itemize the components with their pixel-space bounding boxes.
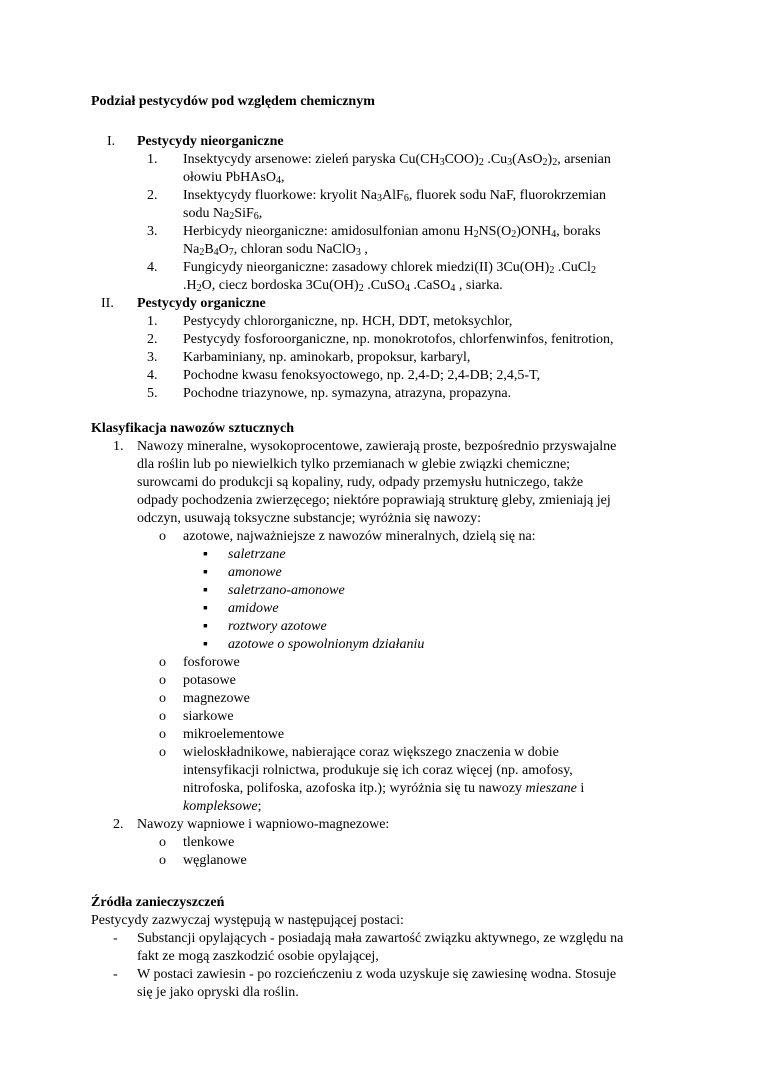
item-number: 4. <box>147 368 158 383</box>
sub-list-item <box>91 726 676 744</box>
subsection-title: Pestycydy nieorganiczne <box>137 134 284 149</box>
item-number: 5. <box>147 386 158 401</box>
circle-bullet: o <box>159 835 166 850</box>
bullet-item <box>91 582 676 600</box>
item-line: azotowe o spowolnionym działaniu <box>228 637 425 652</box>
item-line: fakt ze mogą zaszkodzić osobie opylającej, <box>137 949 379 964</box>
item-line: Karbaminiany, np. aminokarb, propoksur, karbaryl, <box>183 350 471 365</box>
square-bullet: ▪ <box>203 601 208 616</box>
sub-list-item <box>91 852 676 870</box>
list-item <box>91 259 676 295</box>
item-line: Nawozy wapniowe i wapniowo-magnezowe: <box>137 817 390 832</box>
square-bullet: ▪ <box>203 637 208 652</box>
item-number: 1. <box>147 314 158 329</box>
item-line: Herbicydy nieorganiczne: amidosulfonian amonu $H_2NS(O_2)ONH_4$, boraks <box>183 224 601 240</box>
circle-bullet: o <box>159 727 166 742</box>
list-item <box>91 385 676 403</box>
item-number: 4. <box>147 260 158 275</box>
square-bullet: ▪ <box>203 619 208 634</box>
item-line: siarkowe <box>183 709 234 724</box>
item-number: 1. <box>113 439 124 454</box>
item-line: Pestycydy chlororganiczne, np. HCH, DDT, metoksychlor, <box>183 314 513 329</box>
circle-bullet: o <box>159 709 166 724</box>
item-line: nitrofoska, polifoska, azofoska itp.); wyróżnia się tu nawozy mieszane i <box>183 781 585 796</box>
bullet-item <box>91 636 676 654</box>
dash-item <box>91 930 676 966</box>
item-line: intensyfikacji rolnictwa, produkuje się ich coraz więcej (np. amofosy, <box>183 763 573 778</box>
dash-bullet: - <box>113 931 118 946</box>
circle-bullet: o <box>159 853 166 868</box>
item-line: $.H_2O$, ciecz bordoska $3Cu(OH)_2$ .CuSO$_4$ .CaSO$_4$ , siarka. <box>183 278 503 294</box>
item-line: amonowe <box>228 565 282 580</box>
item-line: roztwory azotowe <box>228 619 327 634</box>
item-number: 2. <box>147 188 158 203</box>
item-line: Pestycydy fosforoorganiczne, np. monokrotofos, chlorfenwinfos, fenitrotion, <box>183 332 614 347</box>
item-number: 3. <box>147 224 158 239</box>
item-line: amidowe <box>228 601 279 616</box>
list-item <box>91 223 676 259</box>
subsection-title: Pestycydy organiczne <box>137 296 266 311</box>
list-item <box>91 331 676 349</box>
intro-line: Pestycydy zazwyczaj występują w następującej postaci: <box>91 913 404 928</box>
roman-numeral: II. <box>101 296 114 311</box>
list-item <box>91 187 676 223</box>
item-line: sodu $Na_2SiF_6$, <box>183 206 263 222</box>
sub-list-item <box>91 690 676 708</box>
item-line: odpady pochodzenia zwierzęcego; niektóre poprawiają strukturę gleby, zmieniają jej <box>137 493 611 508</box>
square-bullet: ▪ <box>203 547 208 562</box>
item-line: kompleksowe; <box>183 799 262 814</box>
document-body <box>91 93 676 1002</box>
section-title-pollution-sources: Źródła zanieczyszczeń <box>91 895 225 910</box>
item-line: W postaci zawiesin - po rozcieńczeniu z woda uzyskuje się zawiesinę wodna. Stosuje <box>137 967 617 982</box>
item-line: saletrzano-amonowe <box>228 583 345 598</box>
item-line: saletrzane <box>228 547 286 562</box>
square-bullet: ▪ <box>203 583 208 598</box>
sub-list-item <box>91 654 676 672</box>
list-item <box>91 367 676 385</box>
bullet-item <box>91 564 676 582</box>
circle-bullet: o <box>159 529 166 544</box>
item-number: 3. <box>147 350 158 365</box>
bullet-item <box>91 618 676 636</box>
item-line: fosforowe <box>183 655 240 670</box>
item-line: się je jako opryski dla roślin. <box>137 985 299 1000</box>
section-title-fertilizers: Klasyfikacja nawozów sztucznych <box>91 421 294 436</box>
item-line: surowcami do produkcji są kopaliny, rudy, odpady przemysłu hutniczego, także <box>137 475 584 490</box>
item-line: azotowe, najważniejsze z nawozów mineralnych, dzielą się na: <box>183 529 536 544</box>
list-item-organic <box>91 295 676 313</box>
item-number: 1. <box>147 152 158 167</box>
item-line: węglanowe <box>183 853 247 868</box>
item-line: ołowiu PbHAsO$_4$, <box>183 170 285 186</box>
dash-bullet: - <box>113 967 118 982</box>
list-item <box>91 349 676 367</box>
sub-list-item <box>91 744 676 816</box>
dash-item <box>91 966 676 1002</box>
bullet-item <box>91 546 676 564</box>
item-line: Pochodne kwasu fenoksyoctowego, np. 2,4-D; 2,4-DB; 2,4,5-T, <box>183 368 541 383</box>
item-line: dla roślin lub po niewielkich tylko przemianach w glebie związki chemiczne; <box>137 457 571 472</box>
bullet-item <box>91 600 676 618</box>
sub-list-item <box>91 528 676 546</box>
item-line: Nawozy mineralne, wysokoprocentowe, zawierają proste, bezpośrednio przyswajalne <box>137 439 617 454</box>
roman-numeral: I. <box>107 134 116 149</box>
item-number: 2. <box>147 332 158 347</box>
list-item-inorganic <box>91 133 676 151</box>
list-item <box>91 151 676 187</box>
item-line: magnezowe <box>183 691 250 706</box>
item-line: mikroelementowe <box>183 727 285 742</box>
item-line: odczyn, usuwają toksyczne substancje; wyróżnia się nawozy: <box>137 511 482 526</box>
circle-bullet: o <box>159 745 166 760</box>
circle-bullet: o <box>159 673 166 688</box>
item-line: Substancji opylających - posiadają mała zawartość związku aktywnego, ze względu na <box>137 931 624 946</box>
item-line: $Na_2B_4O_7$, chloran sodu NaClO$_3$ , <box>183 242 368 258</box>
circle-bullet: o <box>159 655 166 670</box>
sub-list-item <box>91 834 676 852</box>
item-line: Pochodne triazynowe, np. symazyna, atrazyna, propazyna. <box>183 386 512 401</box>
list-item <box>91 313 676 331</box>
item-line: Insektycydy arsenowe: zieleń paryska $Cu(CH_3COO)_2$ $.Cu_3(AsO_2)_2$, arsenian <box>183 152 611 168</box>
section-title-pesticides: Podział pestycydów pod względem chemicznym <box>91 94 375 109</box>
list-item <box>91 816 676 834</box>
item-line: potasowe <box>183 673 236 688</box>
item-line: wieloskładnikowe, nabierające coraz większego znaczenia w dobie <box>183 745 559 760</box>
sub-list-item <box>91 672 676 690</box>
circle-bullet: o <box>159 691 166 706</box>
item-number: 2. <box>113 817 124 832</box>
sub-list-item <box>91 708 676 726</box>
list-item <box>91 438 676 528</box>
item-line: Fungicydy nieorganiczne: zasadowy chlorek miedzi(II) $3Cu(OH)_2$ .CuCl$_2$ <box>183 260 596 276</box>
square-bullet: ▪ <box>203 565 208 580</box>
item-line: tlenkowe <box>183 835 235 850</box>
item-line: Insektycydy fluorkowe: kryolit $Na_3AlF_6$, fluorek sodu NaF, fluorokrzemian <box>183 188 606 204</box>
